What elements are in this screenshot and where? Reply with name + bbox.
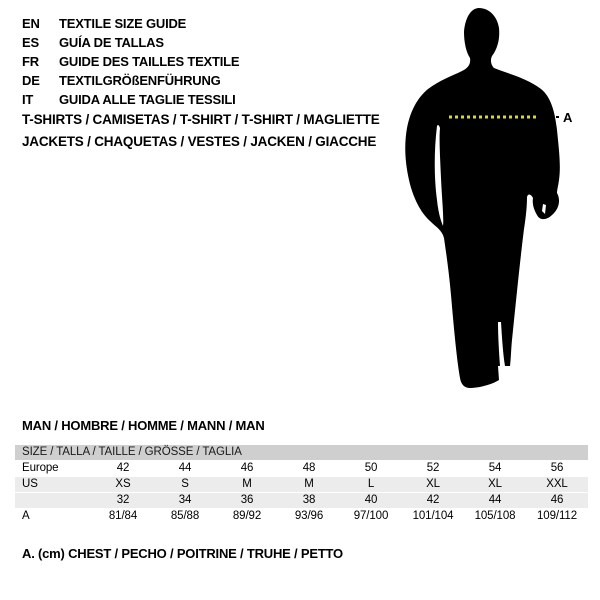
table-cell: 54 xyxy=(488,462,502,474)
table-cell: 46 xyxy=(550,494,564,506)
table-cell: 42 xyxy=(426,494,440,506)
table-cell: 97/100 xyxy=(353,510,389,522)
man-silhouette-svg xyxy=(393,4,575,396)
table-cell: L xyxy=(367,478,375,490)
table-cell: 109/112 xyxy=(536,510,578,522)
size-table-header: SIZE / TALLA / TAILLE / GRÖSSE / TAGLIA xyxy=(15,445,588,460)
language-row-es xyxy=(22,33,239,52)
table-cell: XXL xyxy=(546,478,568,490)
table-cell: 44 xyxy=(178,462,192,474)
language-row-de xyxy=(22,71,239,90)
product-category-lines xyxy=(22,109,380,153)
table-cell: 48 xyxy=(302,462,316,474)
table-cell: 52 xyxy=(426,462,440,474)
product-line-jackets: JACKETS / CHAQUETAS / VESTES / JACKEN / GIACCHE xyxy=(22,134,377,149)
man-figure xyxy=(393,4,575,396)
table-cell: XS xyxy=(115,478,131,490)
language-row-fr xyxy=(22,52,239,71)
table-cell: M xyxy=(304,478,314,490)
table-cell: XL xyxy=(426,478,440,490)
table-cell: 34 xyxy=(178,494,192,506)
man-silhouette xyxy=(405,8,560,388)
measurement-footnote: A. (cm) CHEST / PECHO / POITRINE / TRUHE / PETTO xyxy=(22,546,343,561)
row-label: Europe xyxy=(22,462,59,474)
language-row-en xyxy=(22,14,239,33)
row-label: US xyxy=(22,478,38,490)
table-cell: XL xyxy=(488,478,502,490)
table-cell: 93/96 xyxy=(294,510,324,522)
size-table xyxy=(15,445,588,524)
table-cell: S xyxy=(181,478,189,490)
table-cell: 38 xyxy=(302,494,316,506)
language-label: GUIDA ALLE TAGLIE TESSILI xyxy=(59,92,236,107)
language-code: EN xyxy=(22,16,40,31)
table-cell: 46 xyxy=(240,462,254,474)
table-cell: 42 xyxy=(116,462,130,474)
language-label: TEXTILGRÖßENFÜHRUNG xyxy=(59,73,221,88)
language-label: GUIDE DES TAILLES TEXTILE xyxy=(59,54,240,69)
table-cell: 85/88 xyxy=(170,510,200,522)
table-cell: 36 xyxy=(240,494,254,506)
row-label: A xyxy=(22,510,30,522)
language-guide-list xyxy=(22,14,239,109)
table-cell: 105/108 xyxy=(474,510,516,522)
language-row-it xyxy=(22,90,239,109)
table-cell: 56 xyxy=(550,462,564,474)
table-cell: 101/104 xyxy=(412,510,454,522)
table-cell: 50 xyxy=(364,462,378,474)
table-cell: 81/84 xyxy=(108,510,138,522)
table-row-numeric xyxy=(15,492,588,508)
table-cell: 89/92 xyxy=(232,510,262,522)
table-cell: 40 xyxy=(364,494,378,506)
table-cell: 32 xyxy=(116,494,130,506)
product-line-tshirts: T-SHIRTS / CAMISETAS / T-SHIRT / T-SHIRT / MAGLIETTE xyxy=(22,112,380,127)
language-label: GUÍA DE TALLAS xyxy=(59,35,164,50)
language-label: TEXTILE SIZE GUIDE xyxy=(59,16,187,31)
language-code: IT xyxy=(22,92,34,107)
language-code: FR xyxy=(22,54,39,69)
language-code: ES xyxy=(22,35,39,50)
table-row-europe xyxy=(15,460,588,476)
table-row-us xyxy=(15,476,588,492)
table-cell: 44 xyxy=(488,494,502,506)
language-code: DE xyxy=(22,73,40,88)
table-row-chest-cm xyxy=(15,508,588,524)
measurement-label-a: A xyxy=(563,110,573,125)
table-cell: M xyxy=(242,478,252,490)
section-title-man: MAN / HOMBRE / HOMME / MANN / MAN xyxy=(22,418,265,433)
